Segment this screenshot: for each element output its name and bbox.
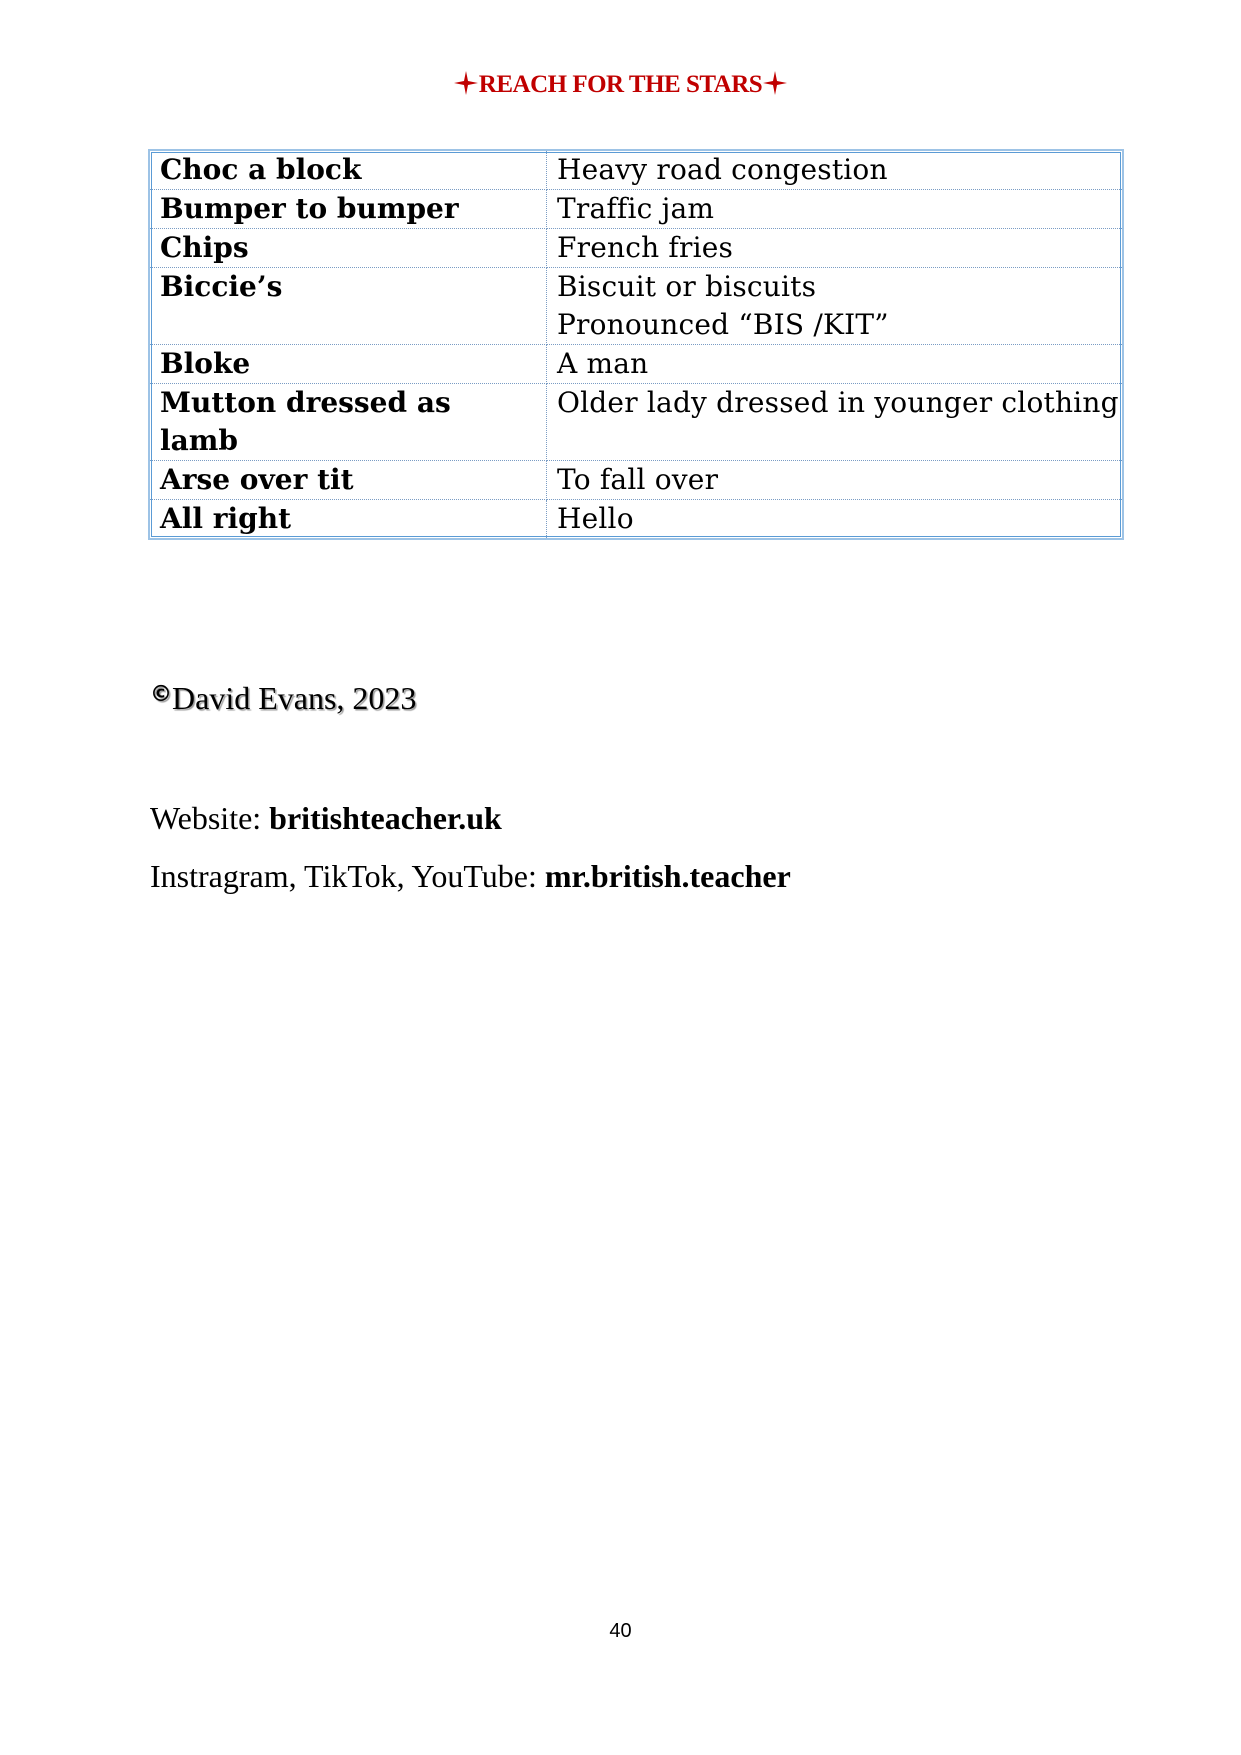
copyright-text: David Evans, 2023: [172, 680, 417, 716]
glossary-term: All right: [150, 500, 547, 539]
glossary-row: [150, 151, 1122, 190]
glossary-meaning-line: A man: [557, 347, 649, 380]
glossary-meaning-line: Heavy road congestion: [557, 153, 888, 186]
glossary-meaning: [547, 190, 1123, 229]
glossary-row: [150, 229, 1122, 268]
glossary-meaning: [547, 345, 1123, 384]
copyright-notice: [150, 680, 416, 717]
glossary-meaning-line: To fall over: [557, 463, 719, 496]
glossary-row: [150, 500, 1122, 539]
social-handle[interactable]: mr.british.teacher: [544, 858, 791, 894]
glossary-meaning-line: Older lady dressed in younger clothing: [557, 386, 1119, 419]
website-line: [150, 800, 502, 837]
page-number: 40: [609, 1620, 632, 1642]
glossary-meaning: [547, 229, 1123, 268]
website-label: Website:: [150, 800, 270, 836]
page-header: [0, 70, 1241, 99]
glossary-meaning: [547, 461, 1123, 500]
glossary-meaning: [547, 151, 1123, 190]
glossary-row: [150, 461, 1122, 500]
glossary-term: Mutton dressed as lamb: [150, 384, 547, 461]
glossary-term: Bumper to bumper: [150, 190, 547, 229]
glossary-meaning-line: Traffic jam: [557, 192, 715, 225]
glossary-term: Arse over tit: [150, 461, 547, 500]
glossary-term: Choc a block: [150, 151, 547, 190]
website-link[interactable]: britishteacher.uk: [269, 800, 502, 836]
social-label: Instragram, TikTok, YouTube:: [150, 858, 545, 894]
glossary-row: [150, 190, 1122, 229]
glossary-meaning: [547, 500, 1123, 539]
glossary-term: Bloke: [150, 345, 547, 384]
header-title: REACH FOR THE STARS: [478, 71, 763, 98]
glossary-row: [150, 268, 1122, 345]
star-icon: [762, 70, 788, 96]
slang-glossary-table: [148, 149, 1124, 540]
glossary-term: Chips: [150, 229, 547, 268]
copyright-symbol: ©: [150, 682, 172, 707]
glossary-body: [150, 151, 1122, 538]
glossary-row: [150, 384, 1122, 461]
star-icon: [453, 70, 479, 96]
glossary-meaning: [547, 268, 1123, 345]
glossary-meaning-line: Pronounced “BIS /KIT”: [557, 308, 889, 341]
glossary-meaning: [547, 384, 1123, 461]
glossary-meaning-line: French fries: [557, 231, 734, 264]
glossary-meaning-line: Biscuit or biscuits: [557, 270, 817, 303]
glossary-term: Biccie’s: [150, 268, 547, 345]
glossary-row: [150, 345, 1122, 384]
glossary-meaning-line: Hello: [557, 502, 634, 535]
social-line: [150, 858, 791, 895]
